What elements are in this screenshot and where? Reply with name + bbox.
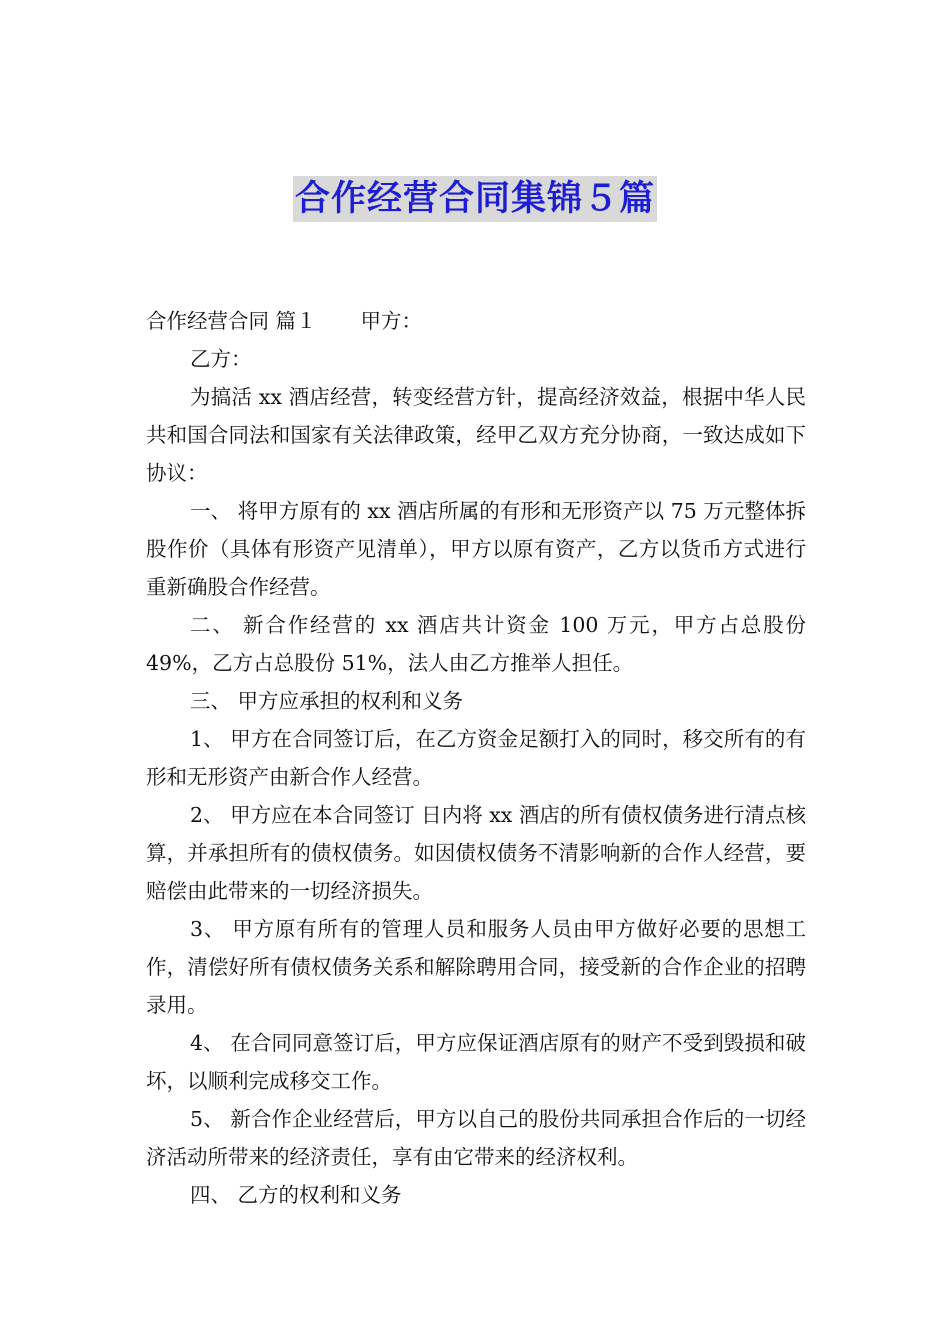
clause-1-paragraph: 一、 将甲方原有的 xx 酒店所属的有形和无形资产以 75 万元整体拆股作价（具体有形资产见清单），甲方以原有资产，乙方以货币方式进行重新确股合作经营。 — [146, 499, 806, 599]
item-2-paragraph: 2、 甲方应在本合同签订 日内将 xx 酒店的所有债权债务进行清点核算，并承担所有的债权债务。如因债权债务不清影响新的合作人经营，要赔偿由此带来的一切经济损失。 — [146, 803, 806, 903]
item-3-paragraph: 3、 甲方原有所有的管理人员和服务人员由甲方做好必要的思想工作，清偿好所有债权债务关系和解除聘用合同，接受新的合作企业的招聘录用。 — [146, 917, 806, 1017]
preamble-paragraph: 为搞活 xx 酒店经营，转变经营方针，提高经济效益，根据中华人民共和国合同法和国家有关法律政策，经甲乙双方充分协商，一致达成如下协议： — [146, 385, 806, 485]
item-4-paragraph: 4、 在合同同意签订后，甲方应保证酒店原有的财产不受到毁损和破坏，以顺利完成移交工作。 — [146, 1031, 806, 1093]
contract-heading-line — [146, 302, 806, 340]
title-container — [0, 176, 950, 222]
party-a-label: 甲方： — [360, 309, 423, 333]
item-1-paragraph: 1、 甲方在合同签订后，在乙方资金足额打入的同时，移交所有的有形和无形资产由新合作人经营。 — [146, 727, 806, 789]
clause-2-paragraph: 二、 新合作经营的 xx 酒店共计资金 100 万元，甲方占总股份 49%，乙方占总股份 51%，法人由乙方推举人担任。 — [146, 613, 806, 675]
item-5-paragraph: 5、 新合作企业经营后，甲方以自己的股份共同承担合作后的一切经济活动所带来的经济责任，享有由它带来的经济权利。 — [146, 1107, 806, 1169]
clause-4-heading: 四、 乙方的权利和义务 — [190, 1183, 402, 1207]
document-title: 合作经营合同集锦５篇 — [293, 176, 657, 222]
section-label: 合作经营合同 篇１ — [146, 309, 317, 333]
party-b-line: 乙方： — [190, 347, 252, 371]
document-body — [146, 302, 806, 1214]
clause-3-heading: 三、 甲方应承担的权利和义务 — [190, 689, 464, 713]
